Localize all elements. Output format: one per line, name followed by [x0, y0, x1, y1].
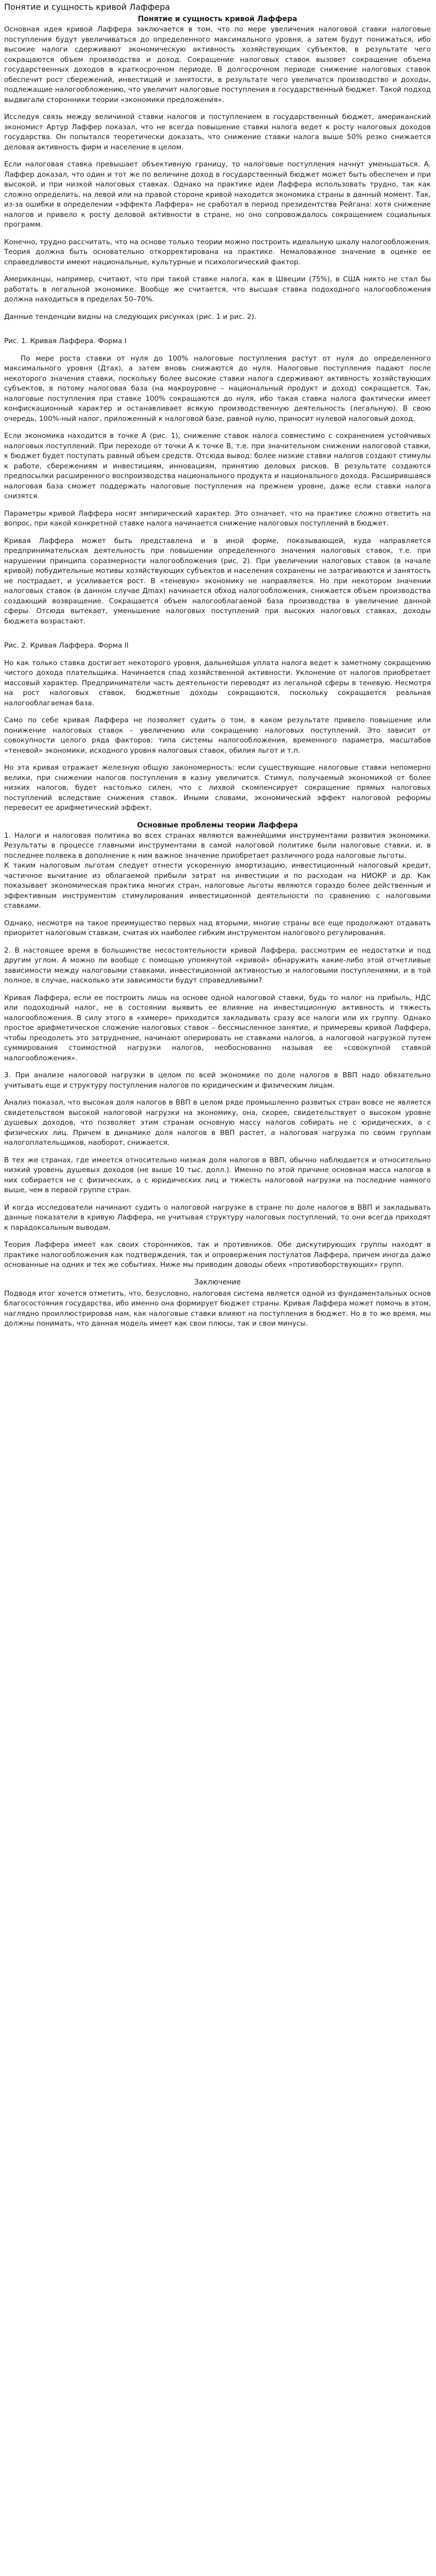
section-heading: Понятие и сущность кривой Лаффера	[137, 15, 298, 23]
paragraph: Но как только ставка достигает некоторого уровня, дальнейшая уплата налога ведет к заметному сокращению чистого дохода плательщика. Начинается спад хозяйственной активности. Уклонение от налогов приобретает массовый характер. Предприниматели часть деятельности переводят из легальной сферы в теневую. Несмотря на рост налоговых ставок, бюджетные доходы сокращаются, поскольку сокращается реальная налогооблагаемая база.	[4, 658, 431, 707]
paragraph: 1. Налоги и налоговая политика во всех странах являются важнейшими инструментами развития экономики. Результаты в процессе главными инструментами в самой налоговой политике были налоговые ставки, и, в последнее полвека в дополнение к ним важное значение приобретает различного рода налоговые льготы.	[4, 831, 431, 860]
paragraph: В тех же странах, где имеется относительно низкая доля налогов в ВВП, обычно наблюдается и относительно низкий уровень душевых доходов (не выше 10 тыс. долл.). Именно по этой причине основная масса налогов в них собирается не с физических, а с юридических лиц и тяжесть налоговой нагрузки на последние намного выше, чем в первой группе стран.	[4, 1156, 431, 1194]
paragraph: Параметры кривой Лаффера носят эмпирический характер. Это означает, что на практике сложно ответить на вопрос, при какой конкретной ставке налога начинается снижение налоговых поступлений в бюджет.	[4, 509, 431, 528]
paragraph: Однако, несмотря на такое преимущество первых над вторыми, многие страны все еще продолжают отдавать приоритет налоговым ставкам, считая их наиболее гибким инструментом налогового регулирования.	[4, 919, 431, 937]
paragraph: Анализ показал, что высокая доля налогов в ВВП в целом ряде промышленно развитых стран вовсе не является свидетельством высокой налоговой нагрузки на экономику, она, скорее, свидетельствует о высоком уровне душевых доходов, что позволяет этим странам основную массу налогов собирать не с юридических, а с физических лиц. Причем в динамике доля налогов в ВВП растет, а налоговая нагрузка по своим группам налогоплательщиков, наоборот, снижается.	[4, 1098, 431, 1147]
paragraph: Основная идея кривой Лаффера заключается в том, что по мере увеличения налоговой ставки налоговые поступления будут увеличиваться до определенного максимального уровня, а затем будут понижаться, ибо высокие налоги сдерживают экономическую активность хозяйствующих субъектов, в результате чего сокращаются объем производства и доход. Сокращение налоговых ставок вызовет сокращение объема государственных доходов в краткосрочном периоде. В долгосрочном периоде снижение налоговых ставок обеспечит рост сбережений, инвестиций и занятости, в результате чего увеличатся производство и доходы, подлежащие налогообложению, что увеличит налоговые поступления в государственный бюджет. Такой подход выдвигали сторонники теории «экономики предложения».	[4, 25, 431, 104]
paragraph: Теория Лаффера имеет как своих сторонников, так и противников. Обе дискутирующих группы находят в практике налогообложения как подтверждения, так и опровержения постулатов Лаффера, причем иногда даже основанные на одних и тех же событиях. Ниже мы приводим доводы обеих «противоборствующих» групп.	[4, 1241, 431, 1269]
paragraph: Если экономика находится в точке А (рис. 1), снижение ставок налога совместимо с сохранением устойчивых налоговых поступлений. При переходе от точки А к точке В, т.е. при значительном снижении налоговой ставки, к бюджет будет поступать равный объем средств. Отсюда вывод: более низкие ставки налогов создают стимулы к работе, сбережениям и инвестициям, инновациям, принятию деловых рисков. В результате создаются предпосылки расширенного воспроизводства национального продукта и национального дохода. Расширившаяся налоговая база сможет поддержать налоговые поступления на прежнем уровне, даже если ставки налога снизятся.	[4, 432, 431, 500]
section-heading: Основные проблемы теории Лаффера	[137, 821, 298, 829]
paragraph: Кривая Лаффера, если ее построить лишь на основе одной налоговой ставки, будь то налог на прибыль, НДС или подоходный налог, не в состоянии выявить ее влияние на инвестиционную активность и тяжесть налогообложения. В силу этого в «химере» приходится закладывать сразу все налоги или их группу. Однако простое арифметическое сложение налоговых ставок – бессмысленное занятие, и примеревы кривой Лаффера, чтобы преодолеть это затруднение, начинают оперировать не ставками налогов, а налоговой нагрузкой путем суммирования стоимостной нагрузки налогов, необоснованно называя ее «совокупной ставкой налогообложения».	[4, 993, 431, 1062]
paragraph: Американцы, например, считают, что при такой ставке налога, как в Швеции (75%), в США никто не стал бы работать в легальной экономике. Вообще же считается, что высшая ставка подоходного налогообложения должна находиться в пределах 50–70%.	[4, 275, 431, 303]
paragraph: И когда исследователи начинают судить о налоговой нагрузке в стране по доле налогов в ВВП и закладывать данные показатели в кривую Лаффера, не учитывая структуру налоговых поступлений, то они всегда приходят к парадоксальным выводам.	[4, 1203, 431, 1232]
paragraph: Подводя итог хочется отметить, что, безусловно, налоговая система является одной из фундаментальных основ благосостояния государства, ибо именно она формирует бюджет страны. Кривая Лаффера может помочь в этом, наглядно проиллюстрировав нам, как налоговые ставки влияют на поступления в бюджет. Но в то же время, мы должны понимать, что данная модель имеет как свои плюсы, так и свои минусы.	[4, 1289, 431, 1328]
figure-caption: Рис. 1. Кривая Лаффера. Форма I	[4, 337, 127, 345]
paragraph: По мере роста ставки от нуля до 100% налоговые поступления растут от нуля до определенного максимального уровня (Дтах), а затем вновь снижаются до нуля. Налоговые поступления падают после некоторого значения ставки, поскольку более высокие ставки налога сдерживают активность хозяйствующих субъектов, в потому налоговая база (на макроуровне – национальный продукт и доход) сокращается. Так, налоговые поступления при ставке 100% сокращаются до нуля, ибо такая ставка налога фактически имеет конфискационный характер и останавливает всякую производственную деятельность (легальную). В свою очередь, 100%-ный налог, приложенный к налоговой базе, равной нулю, приносит нулевой налоговый доход.	[4, 354, 431, 423]
conclusion-heading: Заключение	[194, 1278, 241, 1286]
paragraph: Если налоговая ставка превышает объективную границу, то налоговые поступления начнут уменьшаться. А. Лаффер доказал, что один и тот же по величине доход в государственный бюджет может быть обеспечен и при высокой, и при низкой налоговых ставках. Однако на практике идеи Лаффера использовать трудно, так как сложно определить, на левой или на правой стороне кривой находится экономика страны в данный момент. Так, из-за ошибки в определении «эффекта Лаффера» не сработал в период президентства Рейгана: хотя снижение налогов и привело к росту деловой активности в стране, но оно сопровождалось сокращением социальных программ.	[4, 160, 431, 229]
paragraph: Само по себе кривая Лаффера не позволяет судить о том, в каком результате привело повышение или понижение налоговых ставок – увеличению или сокращению налоговых поступлений. Это зависит от совокупности целого ряда факторов: типа системы налогообложения, временного параметра, масштабов «теневой» экономики, исходного уровня налоговых ставок, обилия льгот и т.п.	[4, 716, 431, 755]
paragraph: 2. В настоящее время в большинстве несостоятельности кривой Лаффера, рассмотрим ее недостатки и под другим углом. А можно ли вообще с помощью упомянутой «кривой» обнаружить какие-либо этой отчетливые зависимости между налоговыми ставками, инвестиционной активностью и налоговыми поступлениями, и в той полное, в случае, насколько эти зависимости будут справедливыми?	[4, 946, 431, 985]
paragraph: Данные тенденции видны на следующих рисунках (рис. 1 и рис. 2).	[4, 312, 256, 321]
paragraph: К таким налоговым льготам следует отнести ускоренную амортизацию, инвестиционный налоговый кредит, частичное вычитание из облагаемой прибыли затрат на инвестиции и по расходам на НИОКР и др. Как показывает экономическая практика многих стран, налоговые льготы являются гораздо более действенным и эффективным инструментом стимулирования инвестиционной деятельности по сравнению с налоговыми ставками.	[4, 861, 431, 910]
paragraph: 3. При анализе налоговой нагрузки в целом по всей экономике по доле налогов в ВВП надо обязательно учитывать еще и структуру поступления налогов по юридическим и физическим лицам.	[4, 1071, 431, 1090]
paragraph: Исследуя связь между величиной ставки налогов и поступлением в государственный бюджет, американский экономист Артур Лаффер показал, что не всегда повышение ставки налога ведет к росту налоговых доходов государства. Он попытался теоретически доказать, что снижение ставки налога выше 50% резко снижается деловая активность фирм и население в целом.	[4, 113, 431, 151]
page-title: Понятие и сущность кривой Лаффера	[4, 2, 170, 12]
paragraph: Кривая Лаффера может быть представлена и в иной форме, показывающей, куда направляется предпринимательская деятельность при повышении определенного значения налоговых ставок, т.е. при нарушении принципа соразмерности налогообложения (рис. 2). При увеличении налоговых ставок (в начале кривой) побудительные мотивы хозяйствующих субъектов и населения сохранены не затрагиваются и занятость не пострадает, и усиливается рост. В «теневую» экономику не направляется. Но при некотором значении налоговых ставок (в данном случае Дmax) начинается обход налогообложения, снижается объем производства создающий возвращение. Сокращается объем налогооблагаемой база производства в увеличение данной сферы. Отсюда вытекает, уменьшение налоговых поступлений при высоких налоговых ставках, доходы бюджета возрастают.	[4, 536, 431, 625]
figure-caption: Рис. 2. Кривая Лаффера. Форма II	[4, 641, 129, 650]
paragraph: Но эта кривая отражает железную общую закономерность: если существующие налоговые ставки непомерно велики, при снижении налогов поступления в казну увеличится. Стимул, получаемый экономикой от более низких налогов, будет настолько силен, что с лихвой скомпенсирует сокращение прямых налоговых поступлений вследствие снижения ставок. Иными словами, экономический эффект налоговой реформы перевесит ее арифметический эффект.	[4, 764, 431, 812]
paragraph: Конечно, трудно рассчитать, что на основе только теории можно построить идеальную шкалу налогообложения. Теория должна быть основательно откорректирована на практике. Немаловажное значение в оценке ее справедливости имеют национальные, культурные и психологический фактор.	[4, 238, 431, 266]
